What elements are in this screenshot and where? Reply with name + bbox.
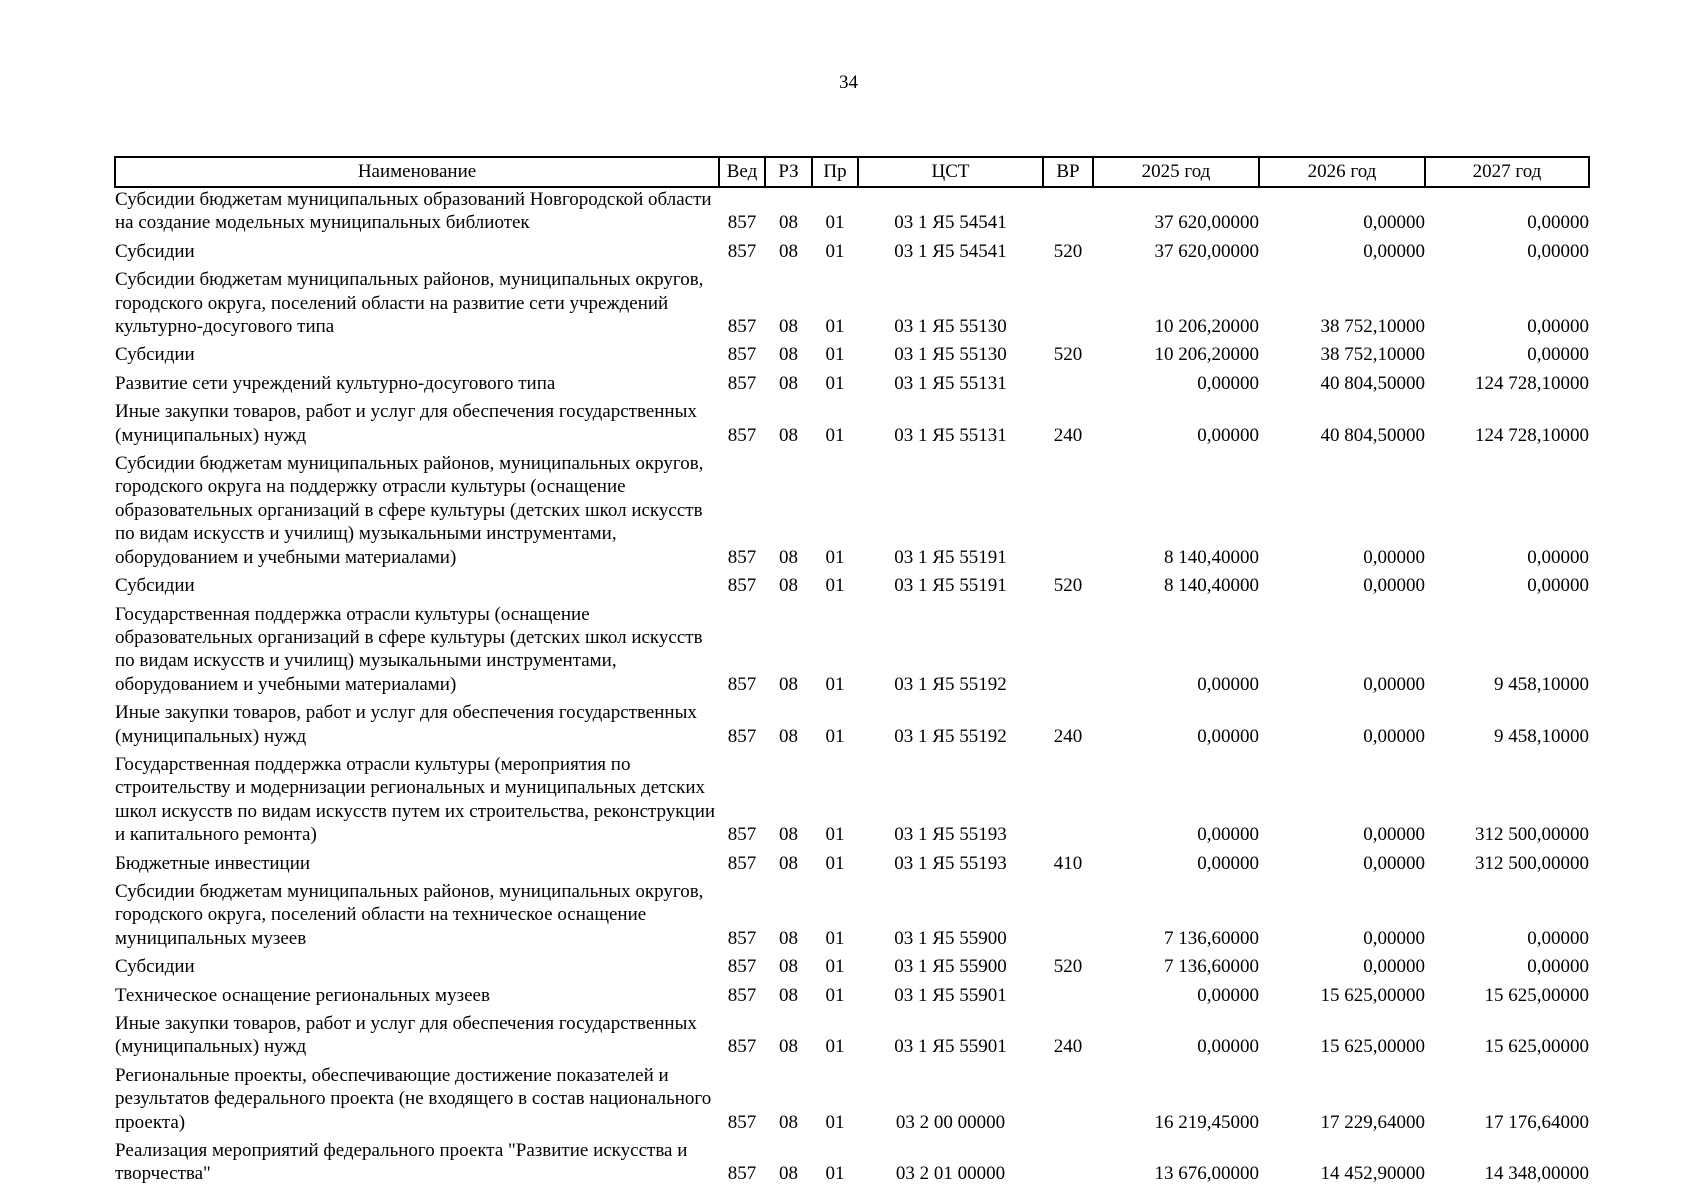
cell-cst: 03 1 Я5 55131 — [894, 372, 1007, 394]
cell-2026: 15 625,00000 — [1320, 984, 1425, 1006]
cell-rz: 08 — [779, 344, 798, 366]
cell-name: Иные закупки товаров, работ и услуг для обеспечения государственных (муниципальных) нужд — [115, 1013, 697, 1058]
cell-2025: 37 620,00000 — [1154, 212, 1259, 234]
table-row — [115, 753, 1589, 852]
cell-vr — [1043, 880, 1093, 955]
cell-vr — [1043, 372, 1093, 400]
cell-2026: 0,00000 — [1363, 240, 1425, 262]
cell-2025: 8 140,40000 — [1164, 575, 1259, 597]
table-row — [115, 955, 1589, 983]
cell-vr: 240 — [1053, 424, 1083, 446]
table-row — [115, 1064, 1589, 1139]
cell-name: Субсидии бюджетам муниципальных районов, муниципальных округов, городского округа, поселений области на техническое оснащение муниципальных музеев — [115, 880, 704, 949]
cell-2027: 9 458,10000 — [1494, 725, 1589, 747]
cell-name: Субсидии бюджетам муниципальных районов, муниципальных округов, городского округа на поддержку отрасли культуры (оснащение образовательных организаций в сфере культуры (детских школ искусств по видам искусств и училищ) музыкальными инструментами, оборудованием и учебными материалами) — [115, 453, 704, 568]
cell-2025: 0,00000 — [1197, 984, 1259, 1006]
cell-cst: 03 1 Я5 55192 — [894, 725, 1007, 747]
cell-cst: 03 1 Я5 55191 — [894, 575, 1007, 597]
cell-ved: 857 — [727, 927, 757, 949]
cell-2026: 15 625,00000 — [1320, 1036, 1425, 1058]
cell-2025: 7 136,60000 — [1164, 927, 1259, 949]
cell-2026: 0,00000 — [1363, 673, 1425, 695]
cell-2027: 124 728,10000 — [1475, 372, 1589, 394]
table-row — [115, 268, 1589, 343]
cell-ved: 857 — [727, 1163, 757, 1185]
cell-cst: 03 1 Я5 55901 — [894, 984, 1007, 1006]
cell-2026: 17 229,64000 — [1320, 1111, 1425, 1133]
cell-cst: 03 1 Я5 55191 — [894, 546, 1007, 568]
cell-vr: 520 — [1053, 956, 1083, 978]
cell-pr: 01 — [825, 725, 845, 747]
cell-pr: 01 — [825, 240, 845, 262]
cell-2025: 0,00000 — [1197, 372, 1259, 394]
cell-2027: 0,00000 — [1527, 927, 1589, 949]
cell-pr: 01 — [825, 984, 845, 1006]
cell-2026: 0,00000 — [1363, 956, 1425, 978]
cell-2027: 15 625,00000 — [1484, 984, 1589, 1006]
cell-2027: 0,00000 — [1527, 546, 1589, 568]
header-2027: 2027 год — [1425, 157, 1589, 187]
cell-rz: 08 — [779, 1111, 798, 1133]
cell-name: Бюджетные инвестиции — [115, 852, 311, 874]
cell-cst: 03 1 Я5 55193 — [894, 824, 1007, 846]
cell-2027: 14 348,00000 — [1484, 1163, 1589, 1185]
cell-cst: 03 1 Я5 55900 — [894, 927, 1007, 949]
cell-pr: 01 — [825, 575, 845, 597]
cell-ved: 857 — [727, 316, 757, 338]
cell-name: Региональные проекты, обеспечивающие достижение показателей и результатов федерального проекта (не входящего в состав национального проекта) — [115, 1064, 712, 1133]
page-number: 34 — [839, 72, 858, 93]
cell-name: Развитие сети учреждений культурно-досугового типа — [115, 372, 556, 394]
cell-ved: 857 — [727, 575, 757, 597]
cell-2025: 37 620,00000 — [1154, 240, 1259, 262]
header-pr: Пр — [812, 157, 858, 187]
cell-rz: 08 — [779, 316, 798, 338]
cell-pr: 01 — [825, 1036, 845, 1058]
cell-ved: 857 — [727, 1111, 757, 1133]
cell-2026: 0,00000 — [1363, 575, 1425, 597]
cell-pr: 01 — [825, 673, 845, 695]
cell-2026: 0,00000 — [1363, 212, 1425, 234]
cell-name: Субсидии — [115, 240, 195, 262]
cell-cst: 03 2 00 00000 — [895, 1111, 1006, 1133]
cell-name: Субсидии — [115, 575, 195, 597]
cell-2026: 0,00000 — [1363, 546, 1425, 568]
cell-rz: 08 — [779, 984, 798, 1006]
cell-vr — [1043, 187, 1093, 240]
cell-2025: 0,00000 — [1197, 852, 1259, 874]
cell-2027: 312 500,00000 — [1475, 852, 1589, 874]
header-ved: Вед — [719, 157, 765, 187]
cell-pr: 01 — [825, 1163, 845, 1185]
cell-2027: 0,00000 — [1527, 956, 1589, 978]
cell-cst: 03 1 Я5 55193 — [894, 852, 1007, 874]
cell-2025: 0,00000 — [1197, 824, 1259, 846]
cell-name: Субсидии — [115, 344, 195, 366]
cell-ved: 857 — [727, 984, 757, 1006]
cell-2026: 40 804,50000 — [1320, 372, 1425, 394]
cell-2025: 10 206,20000 — [1154, 316, 1259, 338]
cell-pr: 01 — [825, 956, 845, 978]
cell-rz: 08 — [779, 212, 798, 234]
cell-2027: 0,00000 — [1527, 575, 1589, 597]
cell-2027: 9 458,10000 — [1494, 673, 1589, 695]
table-row — [115, 880, 1589, 955]
cell-vr — [1043, 984, 1093, 1012]
cell-cst: 03 1 Я5 55130 — [894, 344, 1007, 366]
table-body — [115, 187, 1589, 1191]
cell-2025: 16 219,45000 — [1154, 1111, 1259, 1133]
cell-vr: 520 — [1053, 344, 1083, 366]
header-rz: РЗ — [765, 157, 812, 187]
cell-ved: 857 — [727, 372, 757, 394]
cell-name: Субсидии — [115, 956, 195, 978]
cell-name: Реализация мероприятий федерального проекта "Развитие искусства и творчества" — [115, 1140, 688, 1185]
table-row — [115, 452, 1589, 574]
cell-rz: 08 — [779, 546, 798, 568]
header-cst: ЦСТ — [858, 157, 1043, 187]
cell-2025: 0,00000 — [1197, 725, 1259, 747]
cell-2026: 0,00000 — [1363, 824, 1425, 846]
cell-rz: 08 — [779, 673, 798, 695]
cell-vr — [1043, 452, 1093, 574]
cell-2025: 7 136,60000 — [1164, 956, 1259, 978]
cell-cst: 03 1 Я5 55901 — [894, 1036, 1007, 1058]
cell-pr: 01 — [825, 344, 845, 366]
cell-vr — [1043, 1064, 1093, 1139]
cell-2025: 8 140,40000 — [1164, 546, 1259, 568]
cell-ved: 857 — [727, 852, 757, 874]
cell-vr — [1043, 753, 1093, 852]
budget-table — [114, 156, 1590, 1191]
cell-2027: 124 728,10000 — [1475, 424, 1589, 446]
cell-ved: 857 — [727, 344, 757, 366]
cell-ved: 857 — [727, 424, 757, 446]
cell-pr: 01 — [825, 927, 845, 949]
table-row — [115, 574, 1589, 602]
cell-cst: 03 1 Я5 55131 — [894, 424, 1007, 446]
cell-2027: 0,00000 — [1527, 316, 1589, 338]
cell-2026: 38 752,10000 — [1320, 316, 1425, 338]
cell-ved: 857 — [727, 212, 757, 234]
table-row — [115, 701, 1589, 753]
cell-vr — [1043, 603, 1093, 702]
cell-rz: 08 — [779, 424, 798, 446]
cell-2026: 38 752,10000 — [1320, 344, 1425, 366]
cell-rz: 08 — [779, 240, 798, 262]
cell-2025: 0,00000 — [1197, 1036, 1259, 1058]
header-name: Наименование — [115, 157, 719, 187]
cell-2025: 0,00000 — [1197, 673, 1259, 695]
cell-ved: 857 — [727, 546, 757, 568]
header-2025: 2025 год — [1093, 157, 1259, 187]
cell-rz: 08 — [779, 927, 798, 949]
table-row — [115, 400, 1589, 452]
cell-rz: 08 — [779, 956, 798, 978]
header-vr: ВР — [1043, 157, 1093, 187]
cell-cst: 03 1 Я5 54541 — [894, 212, 1007, 234]
header-2026: 2026 год — [1259, 157, 1425, 187]
cell-2026: 0,00000 — [1363, 852, 1425, 874]
cell-2027: 0,00000 — [1527, 240, 1589, 262]
cell-2027: 15 625,00000 — [1484, 1036, 1589, 1058]
cell-ved: 857 — [727, 725, 757, 747]
cell-cst: 03 1 Я5 54541 — [894, 240, 1007, 262]
cell-name: Техническое оснащение региональных музеев — [115, 984, 490, 1006]
cell-ved: 857 — [727, 240, 757, 262]
cell-2027: 312 500,00000 — [1475, 824, 1589, 846]
cell-pr: 01 — [825, 824, 845, 846]
cell-cst: 03 1 Я5 55130 — [894, 316, 1007, 338]
table-row — [115, 603, 1589, 702]
cell-ved: 857 — [727, 1036, 757, 1058]
cell-2025: 0,00000 — [1197, 424, 1259, 446]
cell-2027: 0,00000 — [1527, 212, 1589, 234]
table-row — [115, 240, 1589, 268]
table-row — [115, 984, 1589, 1012]
cell-pr: 01 — [825, 372, 845, 394]
cell-2026: 40 804,50000 — [1320, 424, 1425, 446]
cell-pr: 01 — [825, 424, 845, 446]
cell-rz: 08 — [779, 824, 798, 846]
cell-pr: 01 — [825, 546, 845, 568]
cell-2025: 10 206,20000 — [1154, 344, 1259, 366]
cell-vr: 240 — [1053, 725, 1083, 747]
cell-rz: 08 — [779, 1163, 798, 1185]
cell-rz: 08 — [779, 725, 798, 747]
cell-2026: 14 452,90000 — [1320, 1163, 1425, 1185]
cell-rz: 08 — [779, 852, 798, 874]
cell-name: Государственная поддержка отрасли культуры (мероприятия по строительству и модернизации региональных и муниципальных детских школ искусств по видам искусств путем их строительства, реконструкции и капитального ремонта) — [115, 753, 716, 846]
cell-name: Субсидии бюджетам муниципальных районов, муниципальных округов, городского округа, поселений области на развитие сети учреждений культурно-досугового типа — [115, 269, 704, 338]
table-row — [115, 1012, 1589, 1064]
cell-vr: 240 — [1053, 1036, 1083, 1058]
table-row — [115, 1139, 1589, 1191]
cell-vr: 520 — [1053, 240, 1083, 262]
table-row — [115, 372, 1589, 400]
cell-rz: 08 — [779, 1036, 798, 1058]
cell-name: Иные закупки товаров, работ и услуг для обеспечения государственных (муниципальных) нужд — [115, 702, 697, 747]
cell-2027: 0,00000 — [1527, 344, 1589, 366]
cell-pr: 01 — [825, 852, 845, 874]
cell-rz: 08 — [779, 372, 798, 394]
cell-vr: 520 — [1053, 575, 1083, 597]
table-header-row — [115, 157, 1589, 187]
cell-vr — [1043, 268, 1093, 343]
cell-ved: 857 — [727, 673, 757, 695]
cell-rz: 08 — [779, 575, 798, 597]
cell-2025: 13 676,00000 — [1154, 1163, 1259, 1185]
cell-cst: 03 2 01 00000 — [895, 1163, 1006, 1185]
cell-name: Иные закупки товаров, работ и услуг для обеспечения государственных (муниципальных) нужд — [115, 401, 697, 446]
cell-2026: 0,00000 — [1363, 927, 1425, 949]
cell-cst: 03 1 Я5 55192 — [894, 673, 1007, 695]
table-row — [115, 343, 1589, 371]
cell-pr: 01 — [825, 316, 845, 338]
cell-cst: 03 1 Я5 55900 — [894, 956, 1007, 978]
cell-name: Субсидии бюджетам муниципальных образований Новгородской области на создание модельных муниципальных библиотек — [115, 189, 712, 234]
table-row — [115, 852, 1589, 880]
cell-ved: 857 — [727, 956, 757, 978]
cell-vr — [1043, 1139, 1093, 1191]
cell-vr: 410 — [1053, 852, 1083, 874]
cell-2027: 17 176,64000 — [1484, 1111, 1589, 1133]
cell-pr: 01 — [825, 1111, 845, 1133]
cell-2026: 0,00000 — [1363, 725, 1425, 747]
table-row — [115, 187, 1589, 240]
cell-pr: 01 — [825, 212, 845, 234]
cell-name: Государственная поддержка отрасли культуры (оснащение образовательных организаций в сфере культуры (детских школ искусств по видам искусств и училищ) музыкальными инструментами, оборудованием и учебными материалами) — [115, 603, 703, 695]
cell-ved: 857 — [727, 824, 757, 846]
